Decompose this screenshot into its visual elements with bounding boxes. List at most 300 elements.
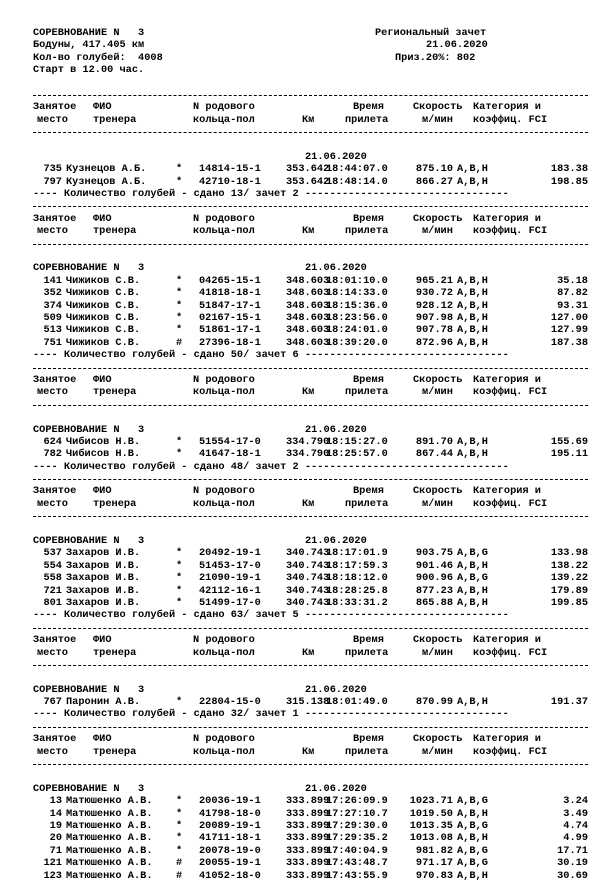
speed: 1019.50 [409,807,453,820]
divider [33,758,588,770]
prize-info: Приз.20%: 802 [395,51,476,64]
ring-number: 42112-16-1 [199,584,261,597]
column-header: м/мин [422,113,453,126]
fci-coefficient: 3.24 [563,795,588,808]
fci-coefficient: 198.85 [550,175,588,188]
mark: * [176,559,183,572]
summary-text: ---- Количество голубей - сдано 50/ зачет 6 --------------------------------- [33,349,509,362]
distance-km: 353.642 [286,163,330,176]
place: 537 [43,547,62,560]
column-header: тренера [93,113,137,126]
summary-text: ---- Количество голубей - сдано 13/ зачет 2 --------------------------------- [33,188,509,201]
column-header: прилета [345,745,389,758]
fci-coefficient: 30.69 [557,869,588,882]
column-header: коэффиц. FCI [473,646,548,659]
column-header: ФИО [93,212,112,225]
section-date: 21.06.2020 [305,683,367,696]
column-header: Занятое [33,373,77,386]
column-header: Скорость [413,101,463,114]
section-summary [33,188,588,200]
arrival-time: 18:23:56.0 [326,311,388,324]
fci-coefficient: 199.85 [550,596,588,609]
mark: * [176,844,183,857]
arrival-time: 18:01:10.0 [326,274,388,287]
speed: 971.17 [415,857,453,870]
result-row [33,820,588,832]
result-row [33,696,588,708]
column-header: Км [302,386,315,399]
mark: * [176,584,183,597]
ring-number: 14814-15-1 [199,163,261,176]
ring-number: 51453-17-0 [199,559,261,572]
speed: 907.98 [415,311,453,324]
trainer-name: Чижиков С.В. [66,324,141,337]
column-header: коэффиц. FCI [473,497,548,510]
category: A,B,G [457,844,488,857]
ring-number: 02167-15-1 [199,311,261,324]
speed: 867.44 [415,448,453,461]
distance-km: 333.899 [286,807,330,820]
category: A,B,H [457,435,488,448]
column-header: N родового [193,733,255,746]
category: A,B,H [457,559,488,572]
place: 13 [49,795,62,808]
trainer-name: Паронин А.В. [66,696,141,709]
fci-coefficient: 187.38 [550,336,588,349]
fci-coefficient: 17.71 [557,844,588,857]
category: A,B,H [457,807,488,820]
fci-coefficient: 183.38 [550,163,588,176]
arrival-time: 18:24:01.0 [326,324,388,337]
column-header: Скорость [413,485,463,498]
distance-km: 315.138 [286,696,330,709]
fci-coefficient: 127.99 [550,324,588,337]
fci-coefficient: 93.31 [557,299,588,312]
distance-km: 333.899 [286,857,330,870]
result-row [33,275,588,287]
divider [33,659,588,671]
ring-number: 27396-18-1 [199,336,261,349]
mark: # [176,869,183,882]
ring-number: 04265-15-1 [199,274,261,287]
category: A,B,H [457,175,488,188]
divider [33,126,588,138]
category: A,B,G [457,572,488,585]
column-header: Категория и [473,101,541,114]
section-heading [33,151,588,163]
result-row [33,560,588,572]
trainer-name: Захаров И.В. [66,596,141,609]
section-competition: СОРЕВНОВАНИЕ N 3 [33,262,145,275]
ring-number: 20036-19-1 [199,795,261,808]
ring-number: 41647-18-1 [199,448,261,461]
arrival-time: 18:01:49.0 [326,696,388,709]
column-header: N родового [193,101,255,114]
column-header: N родового [193,212,255,225]
fci-coefficient: 195.11 [550,448,588,461]
result-row [33,324,588,336]
arrival-time: 17:26:09.9 [326,795,388,808]
result-row [33,870,588,882]
column-header: коэффиц. FCI [473,745,548,758]
trainer-name: Чижиков С.В. [66,287,141,300]
section-competition: СОРЕВНОВАНИЕ N 3 [33,683,145,696]
speed: 866.27 [415,175,453,188]
column-header: м/мин [422,386,453,399]
column-header: Занятое [33,212,77,225]
distance-km: 348.603 [286,274,330,287]
column-header: Категория и [473,212,541,225]
divider [33,89,588,101]
result-row [33,832,588,844]
bodies-distance: Бодуны, 417.405 км [33,39,145,52]
arrival-time: 18:17:59.3 [326,559,388,572]
divider [33,399,588,411]
place: 751 [43,336,62,349]
header-line-1 [33,27,588,39]
ring-number: 21090-19-1 [199,572,261,585]
place: 554 [43,559,62,572]
place: 624 [43,435,62,448]
column-header: Км [302,646,315,659]
column-header-line-1 [33,634,588,646]
result-row [33,597,588,609]
fci-coefficient: 155.69 [550,435,588,448]
place: 141 [43,274,62,287]
column-header: ФИО [93,485,112,498]
column-header: Занятое [33,485,77,498]
column-header: м/мин [422,225,453,238]
column-header: Км [302,745,315,758]
result-row [33,585,588,597]
mark: * [176,163,183,176]
speed: 981.82 [415,844,453,857]
mark: # [176,336,183,349]
column-header: Скорость [413,212,463,225]
trainer-name: Чибисов Н.В. [66,448,141,461]
arrival-time: 18:15:27.0 [326,435,388,448]
pigeon-count: Кол-во голубей: 4008 [33,51,163,64]
mark: * [176,287,183,300]
trainer-name: Кузнецов А.Б. [66,175,147,188]
section-date: 21.06.2020 [305,535,367,548]
fci-coefficient: 4.99 [563,832,588,845]
ring-number: 41798-18-0 [199,807,261,820]
result-row [33,808,588,820]
column-header: Категория и [473,634,541,647]
mark: * [176,807,183,820]
speed: 903.75 [415,547,453,560]
report-title: Региональный зачет [375,27,487,39]
category: A,B,H [457,287,488,300]
speed: 928.12 [415,299,453,312]
start-time: Старт в 12.00 час. [33,64,145,77]
column-header: кольца-пол [193,225,255,238]
section-summary [33,461,588,473]
column-header: тренера [93,225,137,238]
result-row [33,163,588,175]
trainer-name: Матюшенко А.В. [66,807,153,820]
column-header: Скорость [413,733,463,746]
column-header: ФИО [93,101,112,114]
column-header: N родового [193,634,255,647]
ring-number: 20078-19-0 [199,844,261,857]
speed: 875.10 [415,163,453,176]
ring-number: 22804-15-0 [199,696,261,709]
speed: 970.83 [415,869,453,882]
column-header: кольца-пол [193,386,255,399]
distance-km: 348.603 [286,299,330,312]
trainer-name: Чижиков С.В. [66,336,141,349]
arrival-time: 18:15:36.0 [326,299,388,312]
place: 735 [43,163,62,176]
distance-km: 334.790 [286,435,330,448]
column-header: Км [302,225,315,238]
column-header: прилета [345,646,389,659]
column-header: Время [353,212,384,225]
column-header: кольца-пол [193,646,255,659]
distance-km: 334.790 [286,448,330,461]
result-row [33,287,588,299]
speed: 1013.08 [409,832,453,845]
trainer-name: Захаров И.В. [66,559,141,572]
category: A,B,G [457,857,488,870]
mark: * [176,795,183,808]
category: A,B,G [457,795,488,808]
distance-km: 340.743 [286,572,330,585]
header-line-3 [33,52,588,64]
mark: * [176,175,183,188]
result-row [33,312,588,324]
category: A,B,H [457,696,488,709]
column-header-line-2 [33,647,588,659]
fci-coefficient: 133.98 [550,547,588,560]
header-line-2 [33,39,588,51]
category: A,B,H [457,163,488,176]
category: A,B,H [457,299,488,312]
distance-km: 340.743 [286,584,330,597]
trainer-name: Матюшенко А.В. [66,820,153,832]
column-header: прилета [345,497,389,510]
summary-text: ---- Количество голубей - сдано 48/ зачет 2 --------------------------------- [33,460,509,473]
trainer-name: Чижиков С.В. [66,274,141,287]
fci-coefficient: 138.22 [550,559,588,572]
place: 721 [43,584,62,597]
result-row [33,300,588,312]
speed: 870.99 [415,696,453,709]
result-row [33,857,588,869]
section-date: 21.06.2020 [305,262,367,275]
ring-number: 20492-19-1 [199,547,261,560]
place: 513 [43,324,62,337]
result-row [33,448,588,460]
column-header: ФИО [93,373,112,386]
column-header: Время [353,733,384,746]
result-row [33,795,588,807]
speed: 900.96 [415,572,453,585]
distance-km: 333.899 [286,820,330,832]
column-header: место [37,113,68,126]
arrival-time: 18:18:12.0 [326,572,388,585]
category: A,B,H [457,448,488,461]
arrival-time: 17:40:04.9 [326,844,388,857]
arrival-time: 18:25:57.0 [326,448,388,461]
ring-number: 41711-18-1 [199,832,261,845]
distance-km: 340.743 [286,559,330,572]
ring-number: 41818-18-1 [199,287,261,300]
category: A,B,H [457,584,488,597]
category: A,B,H [457,869,488,882]
column-header: место [37,497,68,510]
distance-km: 348.603 [286,324,330,337]
mark: * [176,696,183,709]
column-header-line-1 [33,374,588,386]
column-header-line-2 [33,225,588,237]
result-row [33,572,588,584]
place: 14 [49,807,62,820]
mark: * [176,299,183,312]
distance-km: 340.743 [286,596,330,609]
divider [33,200,588,212]
column-header: коэффиц. FCI [473,113,548,126]
arrival-time: 17:43:55.9 [326,869,388,882]
column-header: тренера [93,497,137,510]
column-header: Км [302,113,315,126]
place: 801 [43,596,62,609]
section-date: 21.06.2020 [305,782,367,795]
place: 509 [43,311,62,324]
column-header-line-2 [33,386,588,398]
place: 782 [43,448,62,461]
distance-km: 348.603 [286,336,330,349]
result-row [33,337,588,349]
column-header: коэффиц. FCI [473,225,548,238]
column-header: тренера [93,745,137,758]
ring-number: 41052-18-0 [199,869,261,882]
fci-coefficient: 30.19 [557,857,588,870]
category: A,B,G [457,547,488,560]
speed: 877.23 [415,584,453,597]
place: 71 [49,844,62,857]
trainer-name: Матюшенко А.В. [66,795,153,808]
fci-coefficient: 191.37 [550,696,588,709]
speed: 930.72 [415,287,453,300]
result-row [33,547,588,559]
trainer-name: Захаров И.В. [66,584,141,597]
result-row [33,176,588,188]
fci-coefficient: 4.74 [563,820,588,832]
mark: # [176,857,183,870]
distance-km: 340.743 [286,547,330,560]
results-document [33,27,588,882]
distance-km: 353.642 [286,175,330,188]
ring-number: 51847-17-1 [199,299,261,312]
section-summary [33,349,588,361]
column-header: ФИО [93,733,112,746]
mark: * [176,311,183,324]
speed: 1023.71 [409,795,453,808]
trainer-name: Захаров И.В. [66,547,141,560]
divider [33,362,588,374]
arrival-time: 18:28:25.8 [326,584,388,597]
competition-label: СОРЕВНОВАНИЕ N 3 [33,27,145,39]
mark: * [176,274,183,287]
category: A,B,G [457,820,488,832]
column-header-line-1 [33,733,588,745]
fci-coefficient: 87.82 [557,287,588,300]
distance-km: 348.603 [286,311,330,324]
distance-km: 333.899 [286,795,330,808]
column-header-line-2 [33,114,588,126]
section-competition: СОРЕВНОВАНИЕ N 3 [33,535,145,548]
section-heading [33,262,588,274]
place: 558 [43,572,62,585]
section-heading [33,684,588,696]
column-header: Скорость [413,634,463,647]
report-date: 21.06.2020 [426,39,488,52]
mark: * [176,435,183,448]
place: 352 [43,287,62,300]
trainer-name: Матюшенко А.В. [66,857,153,870]
mark: * [176,820,183,832]
column-header-line-2 [33,498,588,510]
column-header: кольца-пол [193,497,255,510]
column-header: прилета [345,113,389,126]
column-header: м/мин [422,646,453,659]
trainer-name: Матюшенко А.В. [66,869,153,882]
mark: * [176,547,183,560]
arrival-time: 17:27:10.7 [326,807,388,820]
column-header: м/мин [422,745,453,758]
section-competition: СОРЕВНОВАНИЕ N 3 [33,782,145,795]
divider [33,721,588,733]
column-header-line-1 [33,485,588,497]
category: A,B,H [457,336,488,349]
column-header: Скорость [413,373,463,386]
section-summary [33,609,588,621]
column-header: прилета [345,225,389,238]
column-header: Категория и [473,373,541,386]
arrival-time: 18:48:14.0 [326,175,388,188]
column-header: кольца-пол [193,745,255,758]
arrival-time: 17:29:35.2 [326,832,388,845]
category: A,B,H [457,324,488,337]
fci-coefficient: 139.22 [550,572,588,585]
speed: 965.21 [415,274,453,287]
distance-km: 333.899 [286,844,330,857]
fci-coefficient: 35.18 [557,274,588,287]
speed: 907.78 [415,324,453,337]
trainer-name: Захаров И.В. [66,572,141,585]
section-date: 21.06.2020 [305,423,367,436]
column-header: Км [302,497,315,510]
column-header: место [37,745,68,758]
column-header: ФИО [93,634,112,647]
arrival-time: 17:43:48.7 [326,857,388,870]
summary-text: ---- Количество голубей - сдано 32/ зачет 1 --------------------------------- [33,708,509,721]
fci-coefficient: 3.49 [563,807,588,820]
column-header: тренера [93,386,137,399]
trainer-name: Матюшенко А.В. [66,844,153,857]
place: 20 [49,832,62,845]
column-header: прилета [345,386,389,399]
speed: 1013.35 [409,820,453,832]
header-line-4 [33,64,588,76]
category: A,B,H [457,274,488,287]
place: 19 [49,820,62,832]
trainer-name: Чижиков С.В. [66,299,141,312]
category: A,B,H [457,311,488,324]
